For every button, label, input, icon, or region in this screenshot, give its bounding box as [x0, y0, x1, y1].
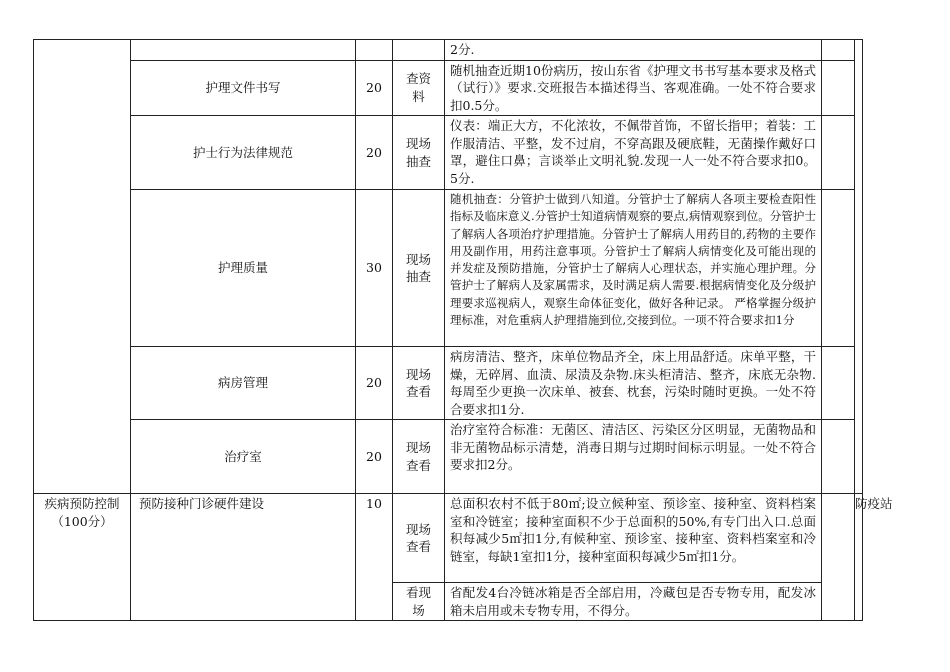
dept-cell: 防疫站 — [855, 494, 863, 621]
item-cell: 护理质量 — [131, 190, 356, 347]
empty-cell — [822, 420, 855, 494]
table-row — [34, 420, 863, 494]
method-cell: 现场 抽查 — [393, 116, 445, 190]
score-cell: 20 — [356, 60, 393, 116]
item-cell: 护理文件书写 — [131, 60, 356, 116]
evaluation-table — [33, 39, 893, 621]
item-cell: 护士行为法律规范 — [131, 116, 356, 190]
table-row — [34, 347, 863, 420]
empty-cell — [822, 40, 855, 61]
method-cell: 查资 料 — [393, 60, 445, 116]
empty-cell — [822, 347, 855, 420]
empty-cell — [822, 190, 855, 347]
desc-cell: 2分. — [445, 40, 822, 61]
score-cell: 20 — [356, 420, 393, 494]
table-row — [34, 116, 863, 190]
table-row — [34, 40, 863, 61]
method-cell: 现场 查看 — [393, 420, 445, 494]
empty-cell — [822, 494, 855, 621]
desc-cell: 随机抽查：分管护士做到八知道。分管护士了解病人各项主要检查阳性指标及临床意义.分管护士知道病情观察的要点,病情观察到位。分管护士了解病人各项治疗护理措施。分管护士了解病人用药目的,药物的主要作用及副作用，用药注意事项。分管护士了解病人病情变化及可能出现的并发症及预防措施，分管护士了解病人心理状态，并实施心理护理。分管护士了解病人及家属需求，及时满足病人需要.根据病情变化及分级护理要求巡视病人，观察生命体征变化，做好各种记录。 严格掌握分级护理标准，对危重病人护理措施到位,交接到位。一项不符合要求扣1分 — [445, 190, 822, 347]
method-cell: 现场 查看 — [393, 347, 445, 420]
desc-cell: 总面积农村不低于80㎡;设立候种室、预诊室、接种室、资料档案室和冷链室；接种室面积不少于总面积的50%,有专门出入口.总面积每减少5㎡扣1分,有候种室、预诊室、接种室、资料档案室和冷链室，每缺1室扣1分，接种室面积每减少5㎡扣1分。 — [445, 494, 822, 583]
desc-cell: 病房清洁、整齐，床单位物品齐全，床上用品舒适。床单平整，干燥，无碎屑、血渍、尿渍及杂物.床头柜清洁、整齐，床底无杂物.每周至少更换一次床单、被套、枕套，污染时随时更换。一处不符合要求扣1分. — [445, 347, 822, 420]
method-cell: 现场 查看 — [393, 494, 445, 583]
method-cell: 现场 抽查 — [393, 190, 445, 347]
empty-cell — [822, 60, 855, 116]
table-row — [34, 60, 863, 116]
score-cell: 20 — [356, 116, 393, 190]
dept-cell — [855, 40, 863, 494]
item-cell: 病房管理 — [131, 347, 356, 420]
item-cell — [131, 40, 356, 61]
score-cell: 20 — [356, 347, 393, 420]
method-cell: 看现 场 — [393, 583, 445, 621]
desc-cell: 随机抽查近期10份病历，按山东省《护理文书书写基本要求及格式（试行）》要求.交班报告本描述得当、客观准确。一处不符合要求扣0.5分。 — [445, 60, 822, 116]
method-cell — [393, 40, 445, 61]
desc-cell: 仪表：端正大方，不化浓妆，不佩带首饰，不留长指甲；着装：工作服清洁、平整，发不过肩，不穿高跟及硬底鞋，无菌操作戴好口罩，避住口鼻；言谈举止文明礼貌.发现一人一处不符合要求扣0。5分. — [445, 116, 822, 190]
item-cell: 治疗室 — [131, 420, 356, 494]
score-cell — [356, 40, 393, 61]
table-row — [34, 494, 863, 583]
score-cell: 30 — [356, 190, 393, 347]
desc-cell: 治疗室符合标准：无菌区、清洁区、污染区分区明显，无菌物品和非无菌物品标示清楚，消毒日期与过期时间标示明显。一处不符合要求扣2分。 — [445, 420, 822, 494]
score-cell: 10 — [356, 494, 393, 621]
category-cell — [34, 40, 131, 494]
table-row — [34, 190, 863, 347]
empty-cell — [822, 116, 855, 190]
item-cell: 预防接种门诊硬件建设 — [131, 494, 356, 621]
desc-cell: 省配发4台冷链冰箱是否全部启用，冷藏包是否专物专用，配发冰箱未启用或未专物专用，不得分。 — [445, 583, 822, 621]
category-cell: 疾病预防控制（100分） — [34, 494, 131, 621]
